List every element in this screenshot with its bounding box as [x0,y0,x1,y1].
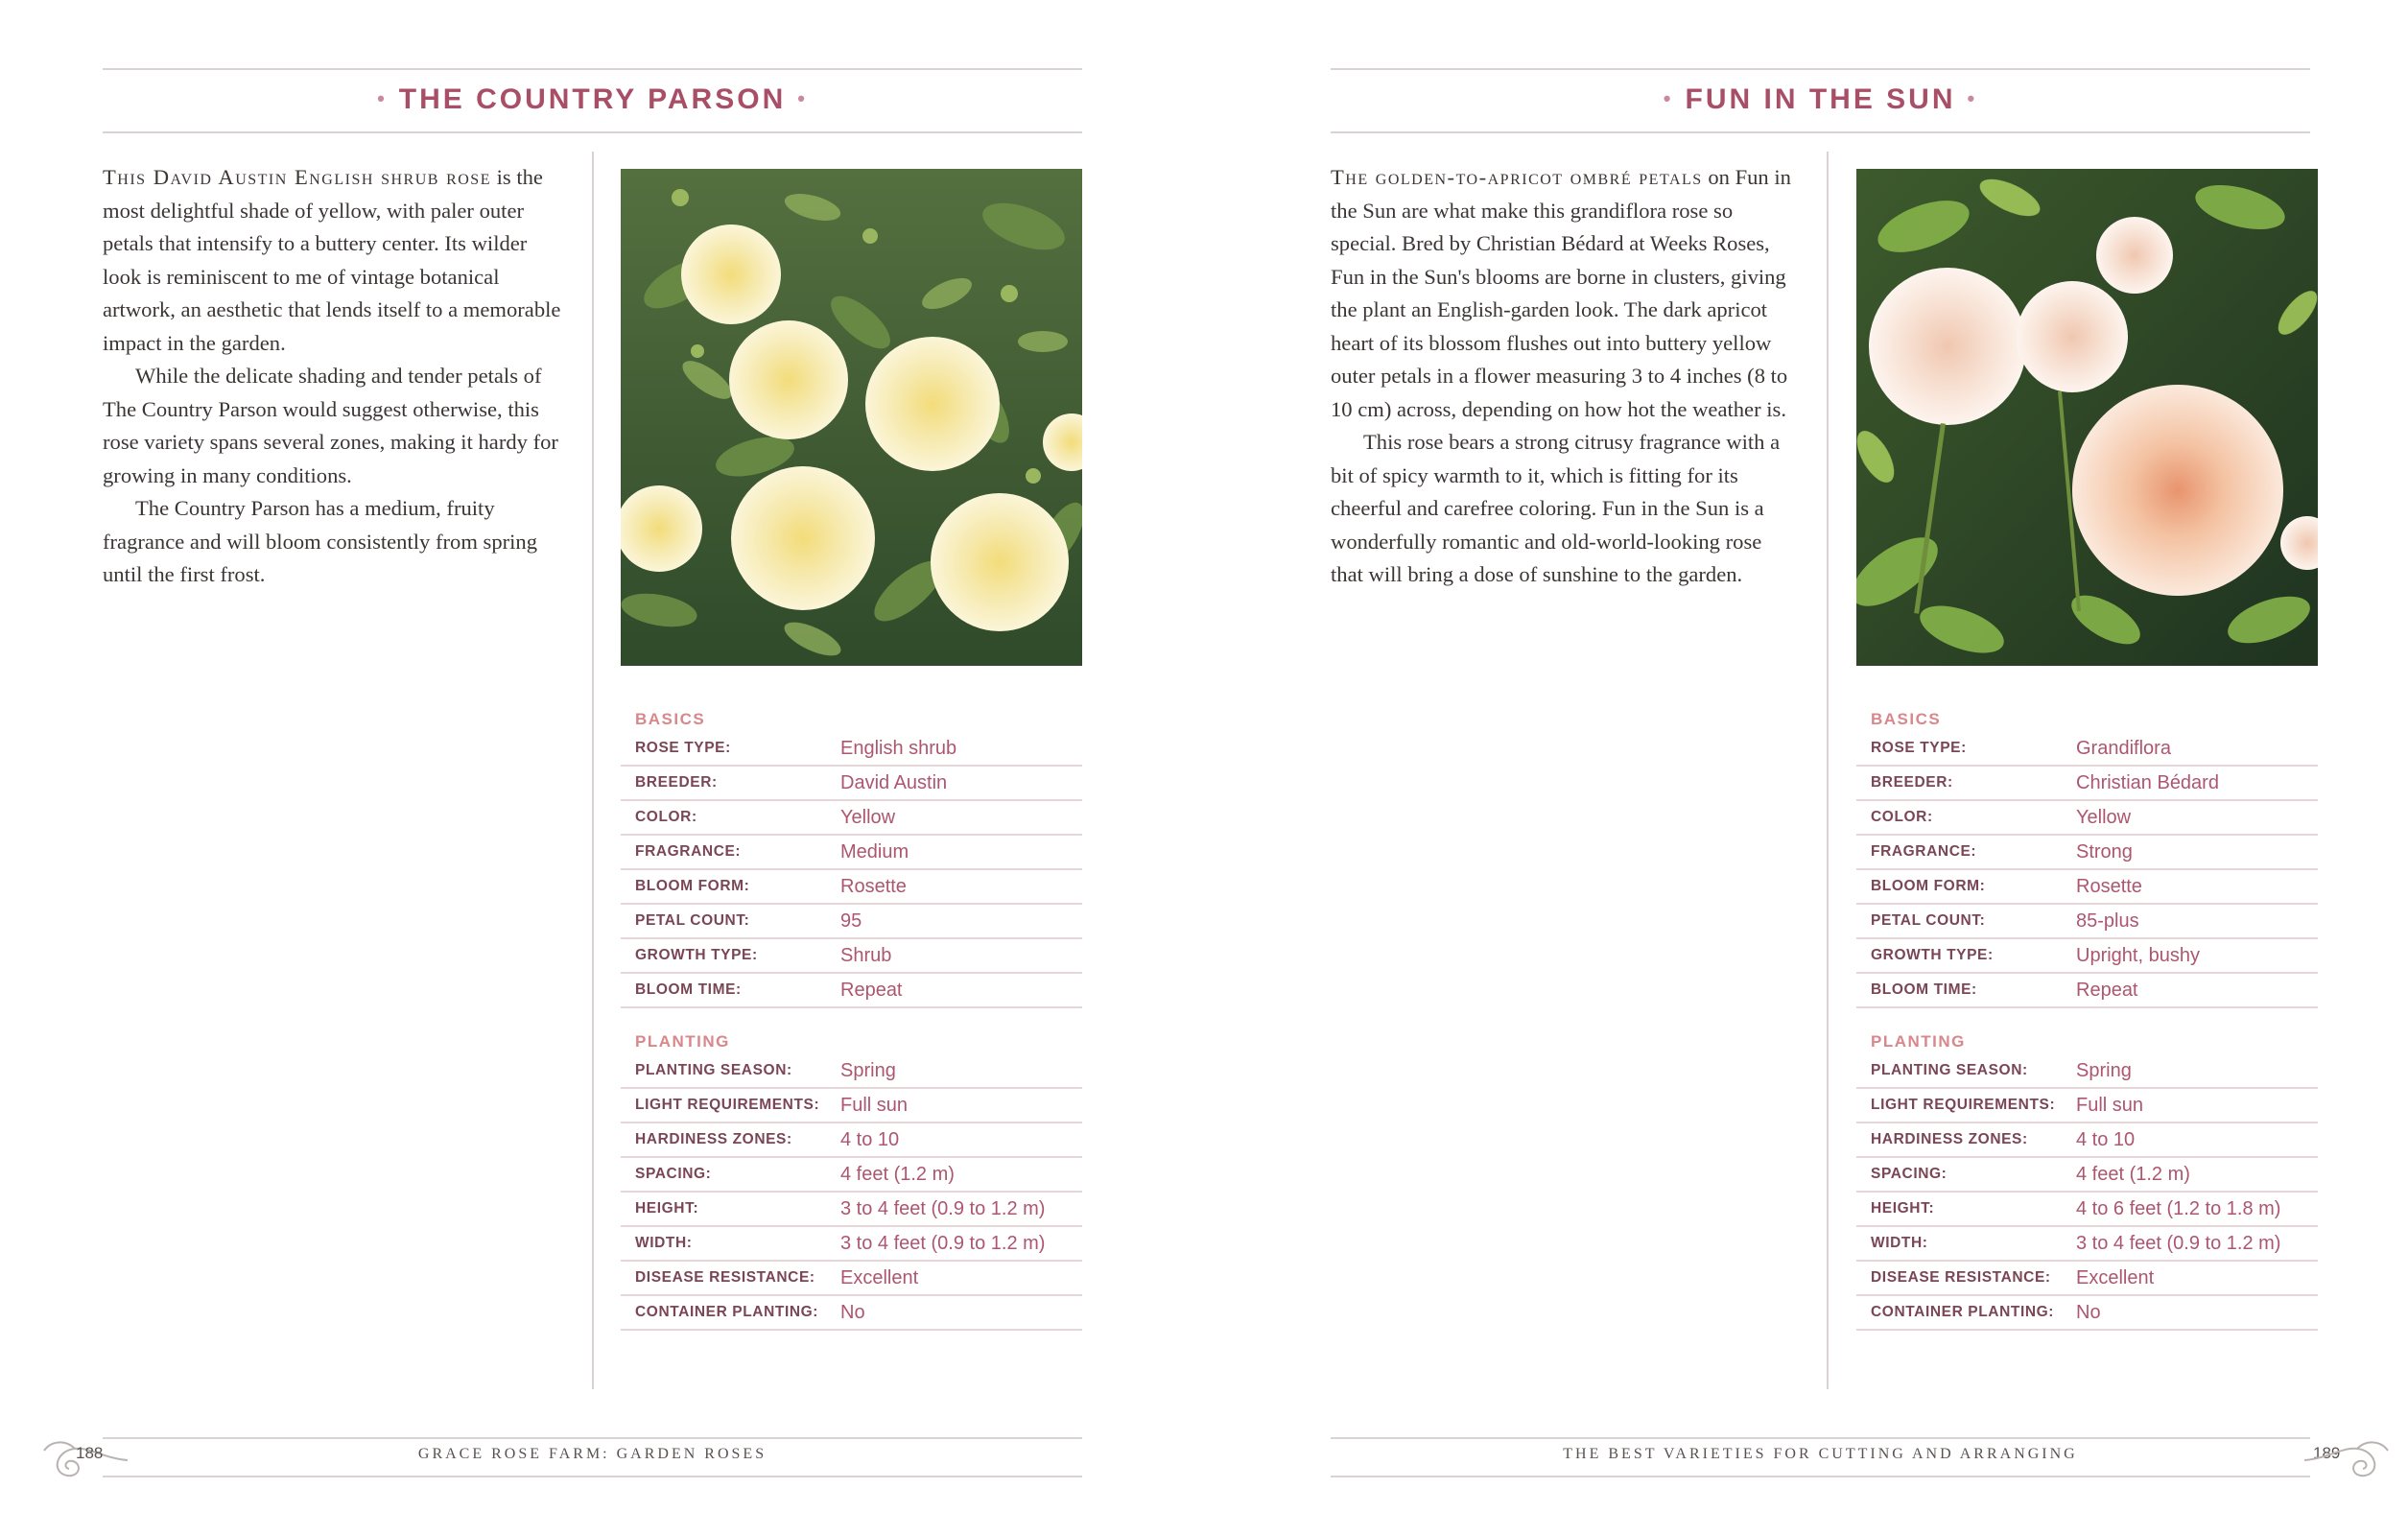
spec-value: 85-plus [2076,910,2139,932]
spec-value: No [2076,1302,2101,1323]
spec-value: No [840,1302,865,1323]
column-divider [1827,152,1829,1389]
spec-row [1856,1296,2318,1331]
spec-key: GROWTH TYPE: [1871,947,1994,963]
spec-value: 4 feet (1.2 m) [840,1164,955,1185]
title-bottom-rule [103,131,1082,133]
spec-value: David Austin [840,772,948,793]
lead-in: The golden-to-apricot ombré petals [1331,165,1703,189]
lead-in: This David Austin English shrub rose [103,165,491,189]
spec-value: 3 to 4 feet (0.9 to 1.2 m) [840,1198,1046,1219]
flourish-ornament-icon [2300,1430,2396,1487]
spec-key: SPACING: [635,1166,712,1182]
specs-table [621,699,1082,1331]
spec-value: 4 to 10 [840,1129,900,1150]
running-footer: THE BEST VARIETIES FOR CUTTING AND ARRANGING [1563,1446,2078,1462]
spec-key: GROWTH TYPE: [635,947,758,963]
body-text: The golden-to-apricot ombré petals on Fun in the Sun are what make this grandiflora rose so special. Bred by Christian Bédard at Weeks Roses, Fun in the Sun's blooms are borne in clusters, giving the plant an English-garden look. The dark apricot heart of its blossom flushes out into buttery yellow outer petals in a flower measuring 3 to 4 inches (8 to 10 cm) across, depending on how hot the weather is. This rose bears a strong citrusy fragrance with a bit of spicy warmth to it, which is fitting for its cheerful and carefree coloring. Fun in the Sun is a wonderfully romantic and old-world-looking rose that will bring a dose of sunshine to the garden. [1331,161,1797,592]
footer-top-rule [103,1437,1082,1439]
spec-row [1856,1054,2318,1089]
basics-heading: BASICS [635,710,706,728]
spec-key: HARDINESS ZONES: [1871,1131,2028,1147]
title-bullet-icon: • [1967,86,1978,110]
spec-value: Excellent [840,1267,919,1288]
spec-row [1856,905,2318,939]
spec-row [1856,732,2318,767]
spec-row [621,732,1082,767]
spec-value: 4 feet (1.2 m) [2076,1164,2190,1185]
spec-value: Rosette [2076,876,2142,897]
specs-table [1856,699,2318,1331]
spec-key: HEIGHT: [635,1200,699,1217]
spec-key: DISEASE RESISTANCE: [1871,1269,2051,1286]
spec-value: Excellent [2076,1267,2155,1288]
spec-value: Repeat [840,980,903,1001]
spec-key: HARDINESS ZONES: [635,1131,792,1147]
spec-key: WIDTH: [1871,1235,1928,1251]
spec-value: Christian Bédard [2076,772,2219,793]
spec-row [621,836,1082,870]
footer-top-rule [1331,1437,2310,1439]
spec-key: LIGHT REQUIREMENTS: [635,1097,820,1113]
footer-bottom-rule [103,1476,1082,1477]
spec-key: FRAGRANCE: [1871,843,1977,860]
spec-row [621,1227,1082,1262]
spec-key: BREEDER: [635,774,718,791]
spec-key: ROSE TYPE: [1871,740,1967,756]
spec-key: LIGHT REQUIREMENTS: [1871,1097,2056,1113]
spec-key: PLANTING SEASON: [1871,1062,2028,1078]
apricot-ombre-roses-photo [1856,169,2318,666]
spec-value: 95 [840,910,862,932]
page-number: 189 [2313,1444,2341,1462]
spec-row [621,1262,1082,1296]
spec-row [1856,1262,2318,1296]
spec-key: BREEDER: [1871,774,1953,791]
spec-value: Medium [840,841,909,863]
spec-value: Repeat [2076,980,2138,1001]
spec-key: BLOOM TIME: [635,981,742,998]
title-bottom-rule [1331,131,2310,133]
spec-row [621,1123,1082,1158]
spec-value: 3 to 4 feet (0.9 to 1.2 m) [840,1233,1046,1254]
spec-value: 3 to 4 feet (0.9 to 1.2 m) [2076,1233,2281,1254]
spec-row [621,1158,1082,1193]
spec-key: DISEASE RESISTANCE: [635,1269,815,1286]
spec-row [1856,870,2318,905]
spec-row [621,974,1082,1008]
paragraph: The Country Parson has a medium, fruity fragrance and will bloom consistently from spring until the first frost. [103,496,538,586]
spec-value: Spring [840,1060,896,1081]
rose-photo [621,169,1082,666]
spec-row [1856,1158,2318,1193]
paragraph: This rose bears a strong citrusy fragrance with a bit of spicy warmth to it, which is fitting for its cheerful and carefree coloring. Fun in the Sun is a wonderfully romantic and old-world-looking rose that will bring a dose of sunshine to the garden. [1331,430,1781,586]
spec-key: PETAL COUNT: [1871,912,1986,929]
spec-row [621,767,1082,801]
spec-row [621,905,1082,939]
title-bullet-icon: • [1663,86,1674,110]
basics-heading: BASICS [1871,710,1942,728]
spec-key: PLANTING SEASON: [635,1062,792,1078]
spec-row [1856,836,2318,870]
spec-row [1856,1227,2318,1262]
title-bullet-icon: • [797,86,808,110]
spec-row [1856,974,2318,1008]
spec-key: HEIGHT: [1871,1200,1935,1217]
spec-row [1856,801,2318,836]
spec-row [1856,939,2318,974]
spec-value: 4 to 6 feet (1.2 to 1.8 m) [2076,1198,2281,1219]
spec-row [1856,767,2318,801]
yellow-rosette-roses-photo [621,169,1082,666]
spec-row [1856,1089,2318,1123]
planting-heading: PLANTING [635,1032,730,1051]
spec-value: Grandiflora [2076,738,2171,759]
spec-key: COLOR: [635,809,697,825]
spec-key: CONTAINER PLANTING: [1871,1304,2055,1320]
column-divider [592,152,594,1389]
spec-key: WIDTH: [635,1235,693,1251]
spec-key: SPACING: [1871,1166,1948,1182]
spec-key: BLOOM FORM: [1871,878,1986,894]
spec-value: Yellow [2076,807,2132,828]
right-page [1204,0,2408,1536]
spec-row [1856,1123,2318,1158]
footer-bottom-rule [1331,1476,2310,1477]
spec-row [621,1296,1082,1331]
rose-photo [1856,169,2318,666]
planting-heading: PLANTING [1871,1032,1966,1051]
title-top-rule [103,68,1082,70]
spec-value: English shrub [840,738,957,759]
title-top-rule [1331,68,2310,70]
spec-key: PETAL COUNT: [635,912,750,929]
spec-key: ROSE TYPE: [635,740,731,756]
body-text: This David Austin English shrub rose is the most delightful shade of yellow, with paler outer petals that intensify to a buttery center. Its wilder look is reminiscent to me of vintage botanical artwork, an aesthetic that lends itself to a memorable impact in the garden. While the delicate shading and tender petals of The Country Parson would suggest otherwise, this rose variety spans several zones, making it hardy for growing in many conditions. The Country Parson has a medium, fruity fragrance and will bloom consistently from spring until the first frost. [103,161,569,592]
spec-value: Spring [2076,1060,2132,1081]
spec-row [621,801,1082,836]
spec-value: Rosette [840,876,907,897]
spec-value: Upright, bushy [2076,945,2200,966]
spec-row [621,870,1082,905]
spec-key: BLOOM FORM: [635,878,750,894]
spec-value: Shrub [840,945,892,966]
spec-row [621,1054,1082,1089]
spec-value: Full sun [840,1095,909,1116]
spec-row [621,939,1082,974]
paragraph: While the delicate shading and tender petals of The Country Parson would suggest otherwise, this rose variety spans several zones, making it hardy for growing in many conditions. [103,364,558,487]
page-title: • FUN IN THE SUN • [1331,83,2310,116]
page-title: • THE COUNTRY PARSON • [103,83,1082,116]
spec-row [1856,1193,2318,1227]
spec-key: CONTAINER PLANTING: [635,1304,819,1320]
spec-value: Full sun [2076,1095,2144,1116]
spec-row [621,1193,1082,1227]
running-footer: GRACE ROSE FARM: GARDEN ROSES [417,1446,767,1462]
spec-key: COLOR: [1871,809,1933,825]
spec-value: Strong [2076,841,2133,863]
spec-key: BLOOM TIME: [1871,981,1977,998]
spec-value: 4 to 10 [2076,1129,2136,1150]
title-bullet-icon: • [377,86,388,110]
spec-row [621,1089,1082,1123]
spec-key: FRAGRANCE: [635,843,742,860]
page-number: 188 [76,1444,104,1462]
spec-value: Yellow [840,807,896,828]
